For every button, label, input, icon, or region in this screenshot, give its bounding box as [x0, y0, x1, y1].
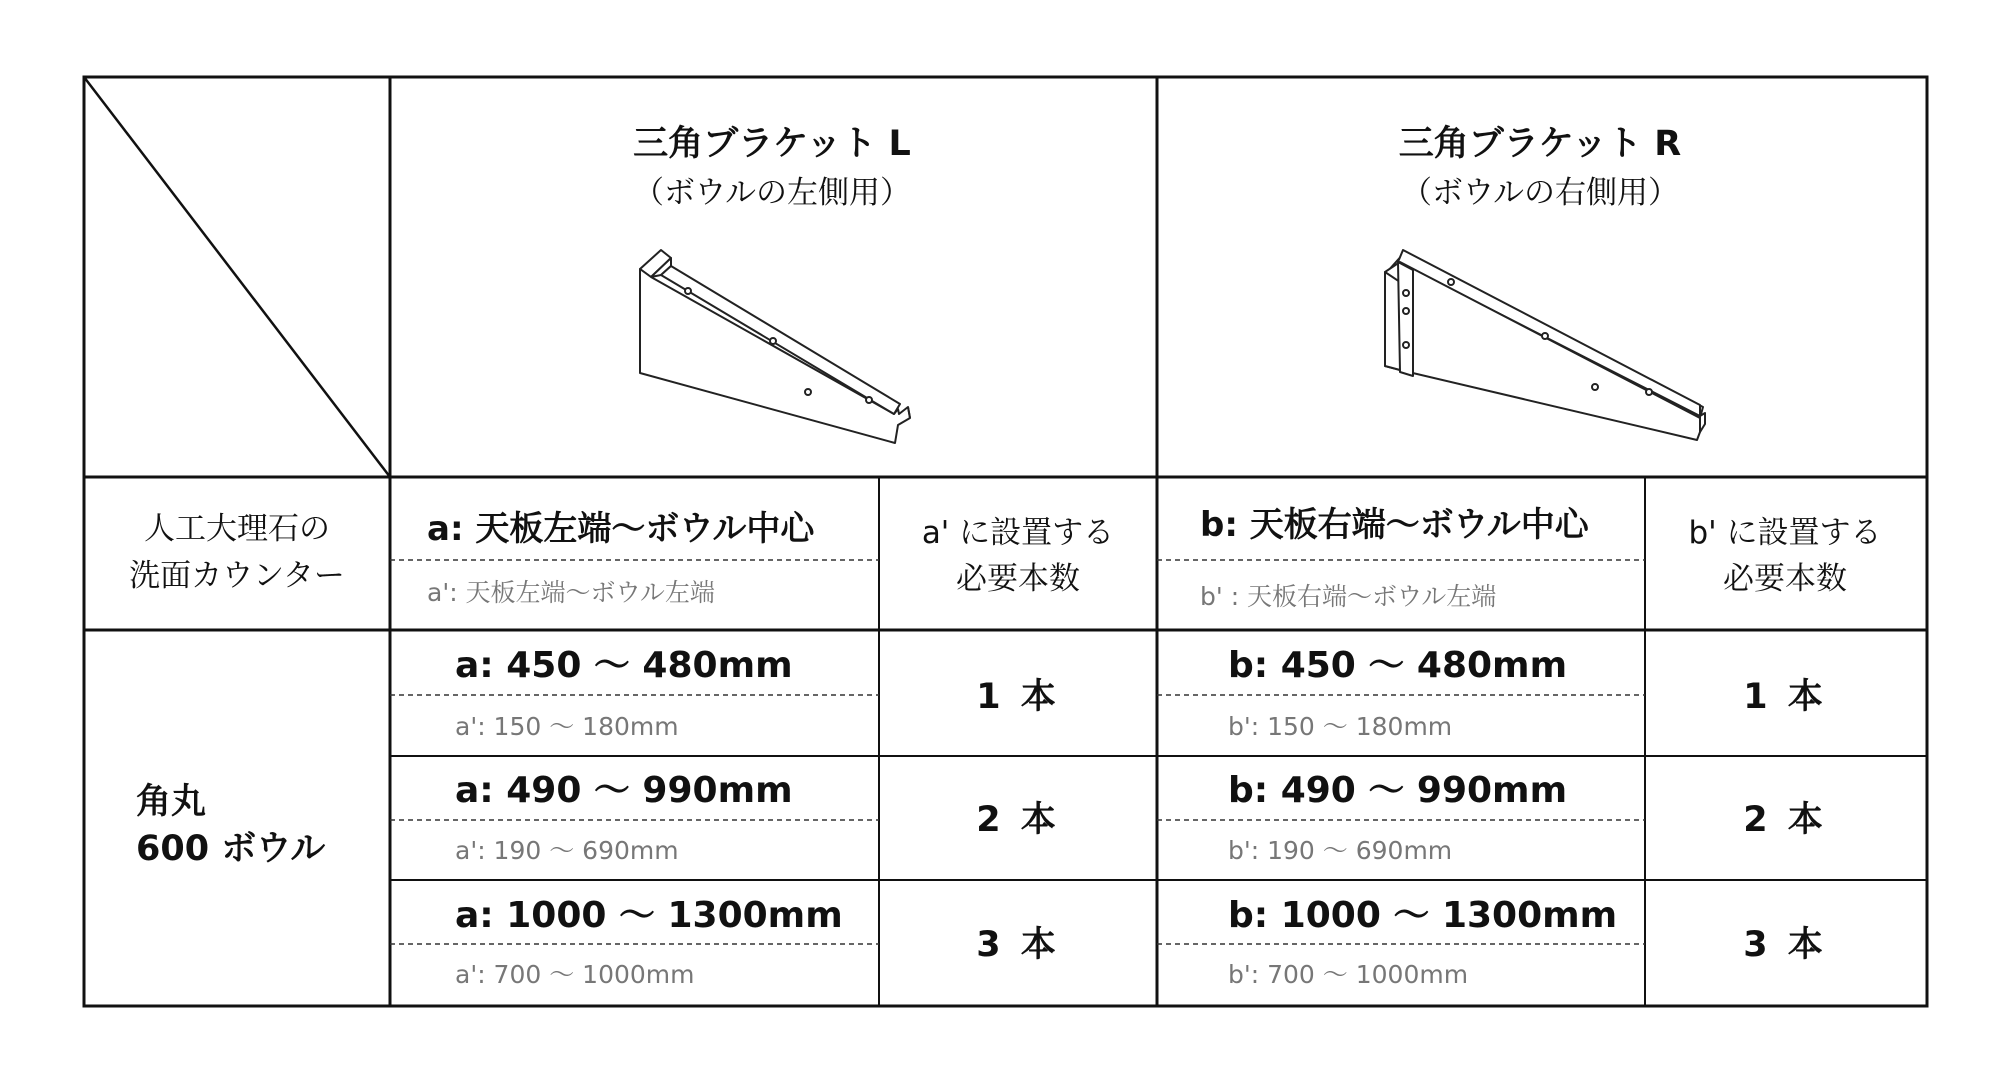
header-b: b: 天板右端～ボウル中心 — [1200, 505, 1589, 545]
row-l-count: 1 本 — [976, 677, 1060, 717]
count-header-r-line1: b' に設置する — [1688, 515, 1882, 551]
row-r-sub: b': 150 ～ 180mm — [1228, 712, 1453, 741]
header-a-sub: a': 天板左端～ボウル左端 — [427, 578, 715, 607]
header-b-sub: b' : 天板右端～ボウル左端 — [1200, 582, 1497, 611]
bracket-r-title: 三角ブラケット R — [1398, 124, 1682, 164]
row-l-sub: a': 700 ～ 1000mm — [455, 960, 695, 989]
header-a: a: 天板左端～ボウル中心 — [427, 509, 815, 549]
row-r-sub: b': 700 ～ 1000mm — [1228, 960, 1469, 989]
row-r-count: 2 本 — [1743, 800, 1827, 840]
row-l-main: a: 490 ～ 990mm — [455, 770, 793, 811]
row-l-count: 3 本 — [976, 925, 1060, 965]
row-l-sub: a': 150 ～ 180mm — [455, 712, 679, 741]
row-l-main: a: 1000 ～ 1300mm — [455, 895, 843, 936]
counter-label-line2: 洗面カウンター — [129, 558, 345, 594]
count-header-l-line2: 必要本数 — [956, 561, 1080, 597]
count-header-l-line1: a' に設置する — [921, 515, 1115, 551]
bowl-label-line2: 600 ボウル — [136, 829, 326, 869]
row-r-count: 1 本 — [1743, 677, 1827, 717]
bracket-r-subtitle: （ボウルの右側用） — [1400, 175, 1680, 211]
row-r-count: 3 本 — [1743, 925, 1827, 965]
bracket-l-subtitle: （ボウルの左側用） — [632, 175, 912, 211]
bracket-l-title: 三角ブラケット L — [633, 124, 911, 164]
row-r-main: b: 1000 ～ 1300mm — [1228, 895, 1618, 936]
row-r-main: b: 490 ～ 990mm — [1228, 770, 1568, 811]
row-l-main: a: 450 ～ 480mm — [455, 645, 793, 686]
row-l-sub: a': 190 ～ 690mm — [455, 836, 679, 865]
row-r-sub: b': 190 ～ 690mm — [1228, 836, 1453, 865]
bracket-l-icon — [640, 250, 910, 443]
bracket-r-icon — [1385, 250, 1705, 440]
row-l-count: 2 本 — [976, 800, 1060, 840]
row-r-main: b: 450 ～ 480mm — [1228, 645, 1568, 686]
count-header-r-line2: 必要本数 — [1723, 561, 1847, 597]
counter-label-line1: 人工大理石の — [144, 511, 330, 547]
bowl-label-line1: 角丸 — [136, 782, 207, 822]
